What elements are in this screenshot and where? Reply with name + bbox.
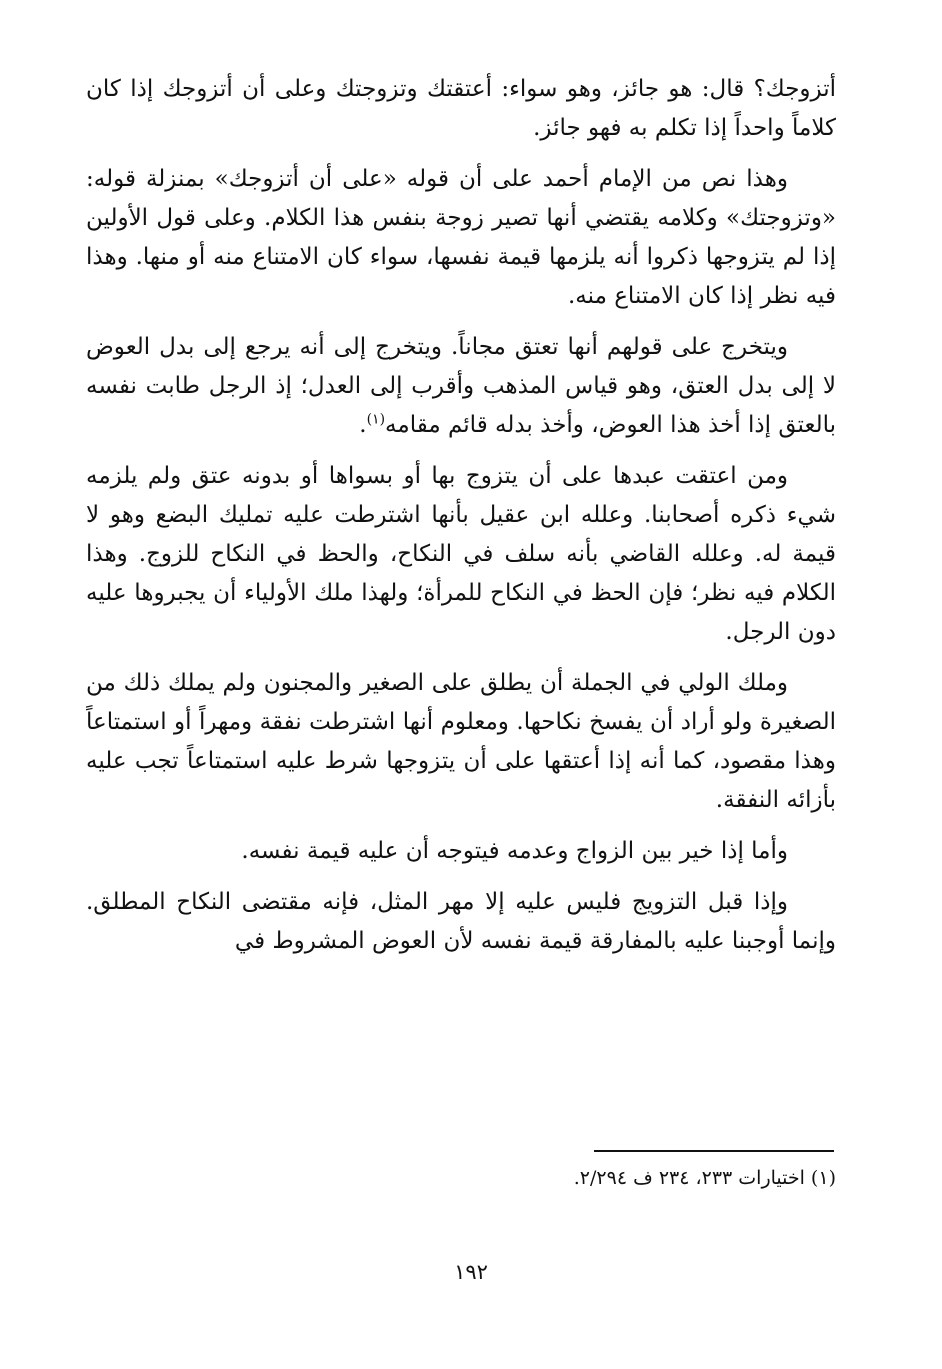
paragraph-1: أتزوجك؟ قال: هو جائز، وهو سواء: أعتقتك وتزوجتك وعلى أن أتزوجك إذا كان كلاماً واحداً إذا تكلم به فهو جائز. [86,76,836,141]
paragraph-4: ومن اعتقت عبدها على أن يتزوج بها أو بسواها أو بدونه عتق ولم يلزمه شيء ذكره أصحابنا. وعلله ابن عقيل بأنها اشترطت عليه تمليك البضع وهو لا قيمة له. وعلله القاضي بأنه سلف في النكاح، والحظ في النكاح للزوج. وهذا الكلام فيه نظر؛ فإن الحظ في النكاح للمرأة؛ ولهذا ملك الأولياء أن يجبروها عليه دون الرجل. [86,463,836,645]
paragraph-2: وهذا نص من الإمام أحمد على أن قوله «على أن أتزوجك» بمنزلة قوله: «وتزوجتك» وكلامه يقتضي أنها تصير زوجة بنفس هذا الكلام. وعلى قول الأولين إذا لم يتزوجها ذكروا أنه يلزمها قيمة نفسها، سواء كان الامتناع منه أو منها. وهذا فيه نظر إذا كان الامتناع منه. [86,166,836,309]
footnote-divider [594,1150,834,1152]
paragraph-5: وملك الولي في الجملة أن يطلق على الصغير والمجنون ولم يملك ذلك من الصغيرة ولو أراد أن يفسخ نكاحها. ومعلوم أنها اشترطت نفقة ومهراً أو استمتاعاً وهذا مقصود، كما أنه إذا أعتقها على أن يتزوجها شرط عليه استمتاعاً تجب عليه بأزائه النفقة. [86,670,836,813]
paragraph-6: وأما إذا خير بين الزواج وعدمه فيتوجه أن عليه قيمة نفسه. [241,838,788,864]
footnote-reference[interactable]: (١) [366,411,386,428]
paragraph-7: وإذا قبل التزويج فليس عليه إلا مهر المثل، فإنه مقتضى النكاح المطلق. وإنما أوجبنا عليه بالمفارقة قيمة نفسه لأن العوض المشروط في [86,889,836,954]
paragraph-3: ويتخرج على قولهم أنها تعتق مجاناً. ويتخرج إلى أنه يرجع إلى بدل العوض لا إلى بدل العتق، وهو قياس المذهب وأقرب إلى العدل؛ إذ الرجل طابت نفسه بالعتق إذا أخذ هذا العوض، وأخذ بدله قائم مقامه$^{(١)}$. [86,334,836,438]
body-text [86,70,836,973]
footnote: (١) اختيارات ٢٣٣، ٢٣٤ ف ٢/٢٩٤. [573,1167,836,1189]
paragraph-3-text: ويتخرج على قولهم أنها تعتق مجاناً. ويتخرج إلى أنه يرجع إلى بدل العوض لا إلى بدل العتق، وهو قياس المذهب وأقرب إلى العدل؛ إذ الرجل طابت نفسه بالعتق إذا أخذ هذا العوض، وأخذ بدله قائم مقامه [86,334,836,438]
page-number: ١٩٢ [454,1260,488,1284]
